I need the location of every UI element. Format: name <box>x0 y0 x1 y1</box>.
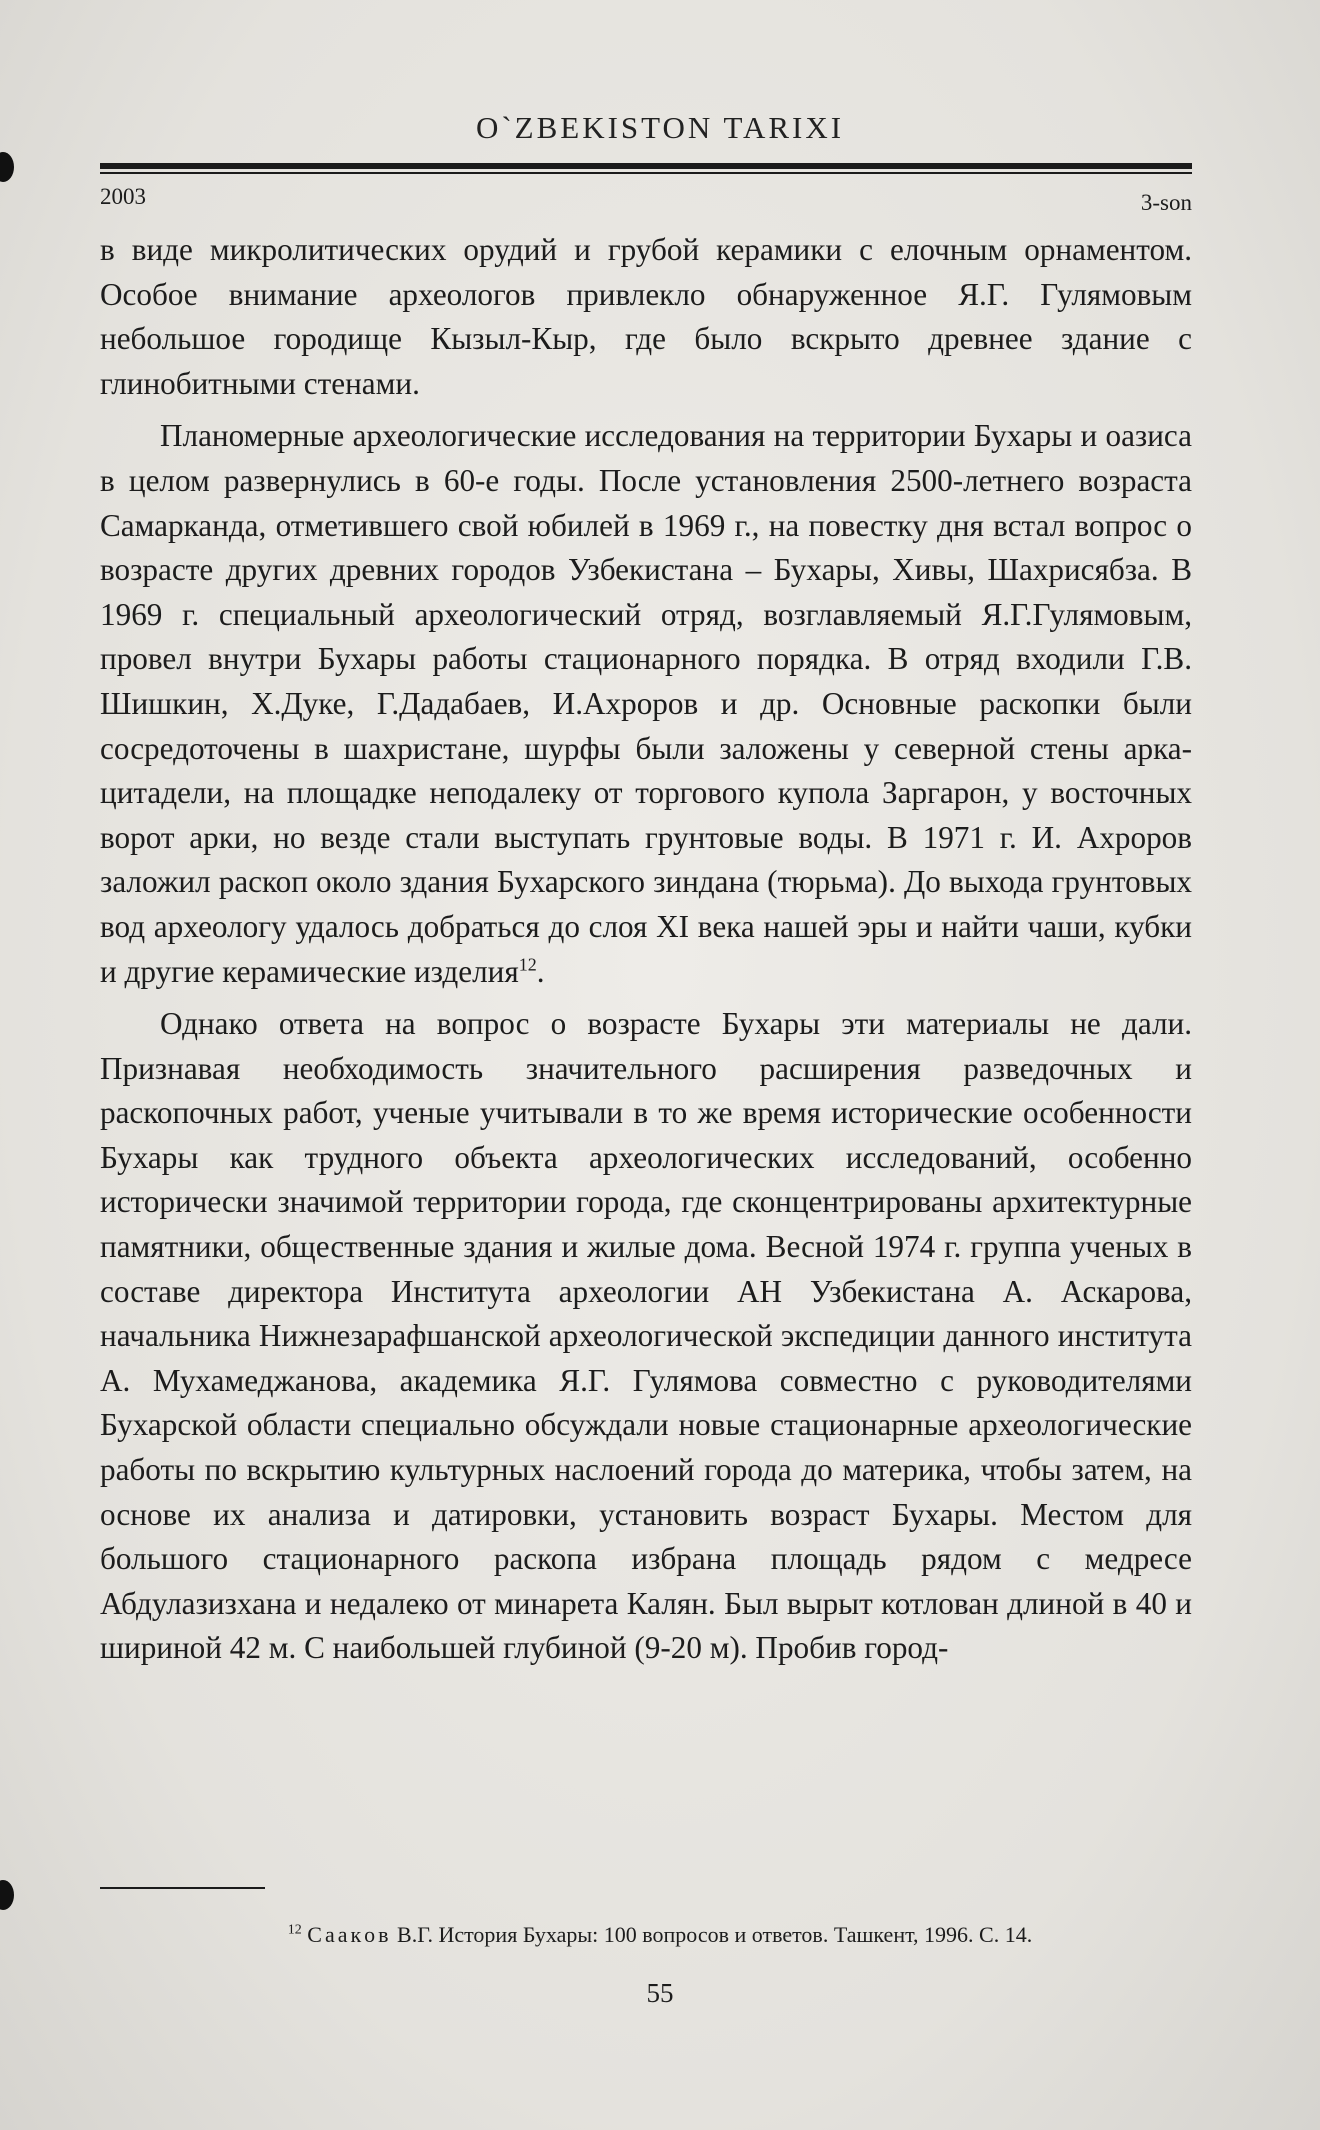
issue-number: 3-son <box>1140 190 1192 215</box>
paragraph-2 <box>100 414 1192 994</box>
paragraph-3: Однако ответа на вопрос о возрасте Бухары эти материалы не дали. Признавая необходимость значительного расширения разведочных и раскопочных работ, ученые учитывали в то же время исторические особенности Бухары как трудного объекта археологических исследований, особенно исторически значимой территории города, где сконцентрированы архитектурные памятники, общественные здания и жилые дома. Весной 1974 г. группа ученых в составе директора Института археологии АН Узбекистана А. Аскарова, начальника Нижнезарафшанской археологической экспедиции данного института А. Мухамеджанова, академика Я.Г. Гулямова совместно с руководителями Бухарской области специально обсуждали новые стационарные археологические работы по вскрытию культурных наслоений города до материка, чтобы затем, на основе их анализа и датировки, установить возраст Бухары. Местом для большого стационарного раскопа избрана площадь рядом с медресе Абдулазизхана и недалеко от минарета Калян. Был вырыт котлован длиной в 40 и шириной 42 м. С наибольшей глубиной (9-20 м). Пробив город- <box>100 1006 1192 1666</box>
punch-hole-bottom <box>0 1880 14 1910</box>
footnote-author: Саакoв <box>307 1922 392 1947</box>
header-rule-thin <box>100 172 1192 174</box>
footnote-text: В.Г. История Бухары: 100 вопросов и ответов. Ташкент, 1996. С. 14. <box>391 1922 1033 1947</box>
page-number: 55 <box>646 1978 674 2008</box>
journal-title: O`ZBEKISTON TARIXI <box>475 110 845 145</box>
footnote-number: 12 <box>287 1922 302 1938</box>
footnote-reference: 12 <box>518 954 537 975</box>
punch-hole-top <box>0 152 14 182</box>
article-body <box>100 228 1192 1671</box>
paragraph-2-end: . <box>536 953 545 989</box>
paragraph-1: в виде микролитических орудий и грубой керамики с елочным орнаментом. Особое внимание археологов привлекло обнаруженное Я.Г. Гулямовым небольшое городище Кызыл-Кыр, где было вскрыто древнее здание с глинобитными стенами. <box>100 232 1192 401</box>
paragraph-2-text: Планомерные археологические исследования на территории Бухары и оазиса в целом развернулись в 60-е годы. После установления 2500-летнего возраста Самарканда, отметившего свой юбилей в 1969 г., на повестку дня встал вопрос о возрасте других древних городов Узбекистана – Бухары, Хивы, Шахрисябза. В 1969 г. специальный археологический отряд, возглавляемый Я.Г.Гулямовым, провел внутри Бухары работы стационарного порядка. В отряд входили Г.В. Шишкин, Х.Дуке, Г.Дадабаев, И.Ахроров и др. Основные раскопки были сосредоточены в шахристане, шурфы были заложены у северной стены арка-цитадели, на площадке неподалеку от торгового купола Заргарон, у восточных ворот арки, но везде стали выступать грунтовые воды. В 1971 г. И. Ахроров заложил раскоп около здания Бухарского зиндана (тюрьма). До выхода грунтовых вод археологу удалось добраться до слоя XI века нашей эры и найти чаши, кубки и другие керамические изделия <box>100 418 1192 989</box>
footnote <box>0 1922 1320 1948</box>
footnote-divider <box>100 1887 265 1889</box>
header-rule-thick <box>100 163 1192 169</box>
issue-year: 2003 <box>100 184 146 209</box>
